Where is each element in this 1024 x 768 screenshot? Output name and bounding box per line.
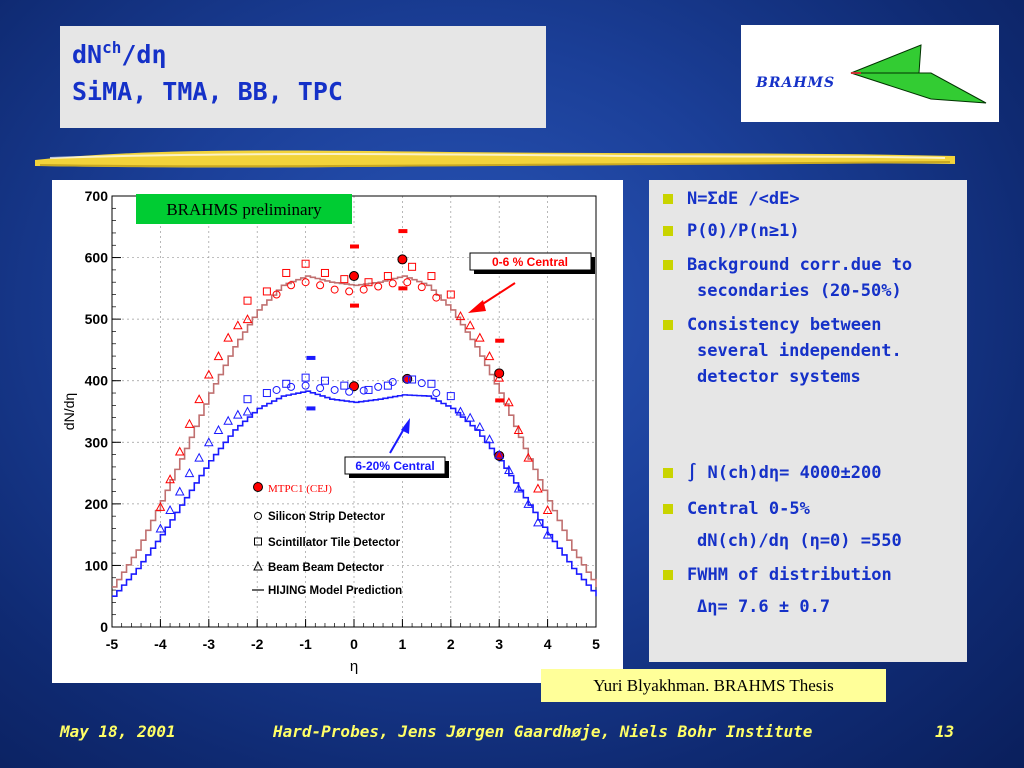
beam-beam-point: [476, 334, 484, 342]
bullet-item: [697, 364, 861, 390]
beam-beam-point: [244, 408, 252, 416]
silicon-strip-point: [375, 383, 382, 390]
x-tick-label: -5: [105, 636, 119, 652]
tile-error-dash: [350, 244, 359, 248]
beam-beam-point: [486, 352, 494, 360]
beam-beam-point: [176, 448, 184, 456]
x-tick-label: -1: [299, 636, 312, 652]
bullet-text: Δη= 7.6 ± 0.7: [697, 597, 831, 617]
bullet-item: [663, 252, 912, 278]
bullet-text: FWHM of distribution: [687, 565, 892, 585]
silicon-strip-point: [404, 279, 411, 286]
bullet-text: Central 0-5%: [687, 499, 810, 519]
footer-event: Hard-Probes, Jens Jørgen Gaardhøje, Niels Bohr Institute: [273, 722, 813, 741]
bullet-text: dN(ch)/dη (η=0) =550: [697, 531, 902, 551]
x-tick-label: 1: [398, 636, 407, 652]
beam-beam-point: [224, 417, 232, 425]
silicon-strip-point: [360, 286, 367, 293]
silicon-strip-point: [317, 385, 324, 392]
legend-circle-marker: [255, 513, 262, 520]
bullet-item: [697, 338, 902, 364]
logo-graphic: [741, 25, 999, 122]
legend-label: Beam Beam Detector: [268, 562, 384, 574]
silicon-strip-point: [302, 382, 309, 389]
beam-beam-point: [185, 469, 193, 477]
bullet-text: several independent.: [697, 341, 902, 361]
x-axis-label: η: [349, 658, 359, 675]
logo-text: BRAHMS: [756, 75, 836, 91]
x-tick-label: 0: [350, 636, 358, 652]
silicon-strip-point: [433, 390, 440, 397]
legend-label: HIJING Model Prediction: [268, 585, 403, 597]
central-label: 0-6 % Central: [491, 255, 569, 269]
y-tick-label: 100: [84, 557, 108, 574]
scintillator-tile-point: [341, 382, 348, 389]
slide-title-line2: SiMA, TMA, BB, TPC: [72, 77, 343, 106]
bullet-item: [697, 278, 902, 304]
logo-wedge-upper: [851, 45, 921, 73]
bullet-square-icon: [663, 320, 673, 330]
preliminary-label: BRAHMS preliminary: [166, 200, 322, 219]
x-tick-label: 2: [446, 636, 455, 652]
title-deta: /dη: [121, 40, 167, 69]
beam-beam-point: [466, 321, 474, 329]
scintillator-tile-point: [263, 390, 270, 397]
bullet-square-icon: [663, 504, 673, 514]
bullet-text: Consistency between: [687, 315, 882, 335]
tile-error-dash: [495, 398, 504, 402]
x-tick-label: -2: [250, 636, 264, 652]
semi-central-label: 6-20% Central: [355, 459, 435, 473]
y-tick-label: 500: [84, 311, 108, 328]
bullet-panel: [649, 180, 967, 662]
bullet-square-icon: [663, 468, 673, 478]
scintillator-tile-point: [283, 269, 290, 276]
x-tick-label: 5: [592, 636, 600, 652]
scintillator-tile-point: [384, 273, 391, 280]
silicon-strip-point: [389, 280, 396, 287]
tile-error-dash: [398, 229, 407, 233]
bullet-text: N=ΣdE /<dE>: [687, 189, 800, 209]
bullet-item: [663, 562, 892, 588]
slide-title-line1: [72, 40, 546, 73]
bullet-square-icon: [663, 260, 673, 270]
beam-beam-point: [156, 524, 164, 532]
semi-central-arrow-line: [390, 427, 405, 453]
bullet-item: [663, 218, 800, 244]
beam-beam-point: [214, 352, 222, 360]
beam-beam-point: [176, 488, 184, 496]
bullet-text: ∫ N(ch)dη= 4000±200: [687, 463, 882, 483]
beam-beam-point: [234, 411, 242, 419]
brahms-logo: [741, 25, 999, 122]
silicon-strip-point: [418, 380, 425, 387]
mtpc-point: [398, 255, 407, 264]
bullet-text: detector systems: [697, 367, 861, 387]
y-tick-label: 200: [84, 495, 108, 512]
scintillator-tile-point: [321, 269, 328, 276]
scintillator-tile-point: [244, 396, 251, 403]
bullet-text: secondaries (20-50%): [697, 281, 902, 301]
silicon-strip-point: [418, 284, 425, 291]
footer-date: May 18, 2001: [60, 722, 176, 741]
silicon-strip-point: [317, 282, 324, 289]
bullet-item: [663, 186, 800, 212]
legend-square-marker: [255, 538, 262, 545]
dn-deta-chart: [52, 180, 623, 683]
bullet-item: [663, 496, 810, 522]
bullet-square-icon: [663, 194, 673, 204]
tile-error-dash: [306, 356, 315, 360]
beam-beam-point: [466, 414, 474, 422]
beam-beam-point: [214, 426, 222, 434]
y-tick-label: 0: [100, 619, 108, 635]
y-axis-label: dN/dη: [61, 392, 77, 431]
silicon-strip-point: [375, 283, 382, 290]
beam-beam-point: [234, 321, 242, 329]
footer-page-number: 13: [935, 722, 955, 741]
bullet-text: P(0)/P(n≥1): [687, 221, 800, 241]
silicon-strip-point: [273, 386, 280, 393]
y-tick-label: 300: [84, 434, 108, 451]
x-tick-label: 4: [543, 636, 552, 652]
legend-mtpc-marker: [254, 483, 263, 492]
beam-beam-point: [195, 454, 203, 462]
silicon-strip-point: [331, 286, 338, 293]
legend-label: Scintillator Tile Detector: [268, 537, 401, 549]
tile-error-dash: [306, 406, 315, 410]
beam-beam-point: [195, 395, 203, 403]
plot-frame: [52, 180, 623, 683]
scintillator-tile-point: [428, 273, 435, 280]
scintillator-tile-point: [409, 263, 416, 270]
thesis-caption: Yuri Blyakhman. BRAHMS Thesis: [541, 669, 886, 702]
y-tick-label: 400: [84, 372, 108, 389]
beam-beam-point: [534, 484, 542, 492]
title-sup: ch: [102, 38, 122, 57]
bullet-item: [663, 312, 881, 338]
scintillator-tile-point: [428, 380, 435, 387]
beam-beam-point: [185, 420, 193, 428]
bullet-text: Background corr.due to: [687, 255, 913, 275]
legend-triangle-marker: [254, 562, 262, 570]
tile-error-dash: [350, 304, 359, 308]
x-tick-label: -4: [154, 636, 167, 652]
silicon-strip-point: [331, 386, 338, 393]
bullet-item: [697, 594, 830, 620]
title-box: [60, 26, 546, 128]
mtpc-point: [350, 272, 359, 281]
x-tick-label: 3: [495, 636, 504, 652]
beam-beam-point: [166, 506, 174, 514]
scintillator-tile-point: [341, 276, 348, 283]
tile-error-dash: [495, 339, 504, 343]
mtpc-point: [350, 382, 359, 391]
central-arrow-head: [468, 300, 486, 313]
legend-label: Silicon Strip Detector: [268, 511, 385, 523]
legend-label: MTPC1 (CEJ): [268, 483, 332, 495]
scintillator-tile-point: [384, 382, 391, 389]
y-tick-label: 700: [84, 188, 108, 204]
logo-wedge-lower: [851, 73, 986, 103]
bullet-square-icon: [663, 226, 673, 236]
title-dn: dN: [72, 40, 103, 69]
silicon-strip-point: [346, 288, 353, 295]
scintillator-tile-point: [263, 288, 270, 295]
beam-beam-point: [224, 334, 232, 342]
scintillator-tile-point: [244, 297, 251, 304]
x-tick-label: -3: [202, 636, 216, 652]
y-tick-label: 600: [84, 249, 108, 266]
bullet-item: [663, 460, 881, 486]
tile-error-dash: [398, 286, 407, 290]
bullet-square-icon: [663, 570, 673, 580]
bullet-item: [697, 528, 902, 554]
decorative-brush-stroke: [30, 138, 960, 178]
